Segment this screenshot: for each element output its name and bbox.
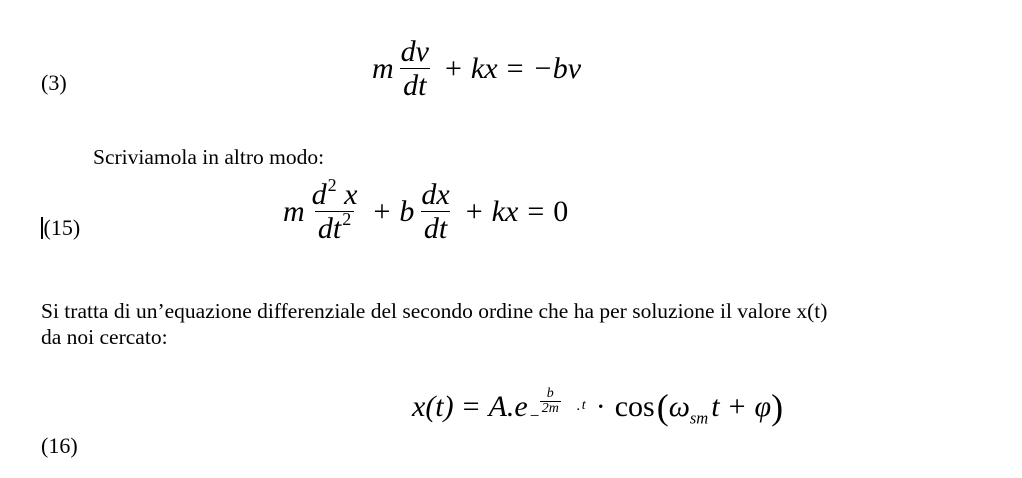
- eq15-frac1-num-exp: 2: [327, 175, 337, 196]
- equation-number-3: (3): [41, 70, 67, 95]
- eq15-frac1-num: [309, 175, 361, 211]
- paragraph-line-2: da noi cercato:: [41, 325, 168, 349]
- eq15-fraction-2: [418, 179, 452, 245]
- text-cursor: [41, 217, 43, 239]
- eq16-omega-symbol: ω: [668, 390, 690, 423]
- eq16-plus: +: [728, 390, 746, 423]
- eq3-equals: =: [506, 51, 524, 85]
- eq15-frac1-den-dt: dt: [317, 211, 342, 245]
- eq3-frac-num: dv: [400, 35, 429, 68]
- eq16-phi: φ: [754, 390, 772, 423]
- eq15-frac1-num-var: x: [344, 178, 358, 211]
- eq15-frac2-den: dt: [421, 211, 450, 245]
- eq16-exp-fraction: [540, 387, 561, 416]
- eq15-frac1-den: [315, 208, 354, 245]
- eq16-exp-den: 2m: [541, 401, 559, 416]
- eq16-equals: =: [462, 390, 480, 423]
- eq15-fraction-1: [309, 175, 361, 245]
- equation-number-16: (16): [41, 433, 78, 458]
- eq16-amp: A.e: [488, 390, 528, 423]
- eq3-coef: m: [372, 51, 394, 85]
- eq15-frac1-den-exp: 2: [342, 208, 352, 229]
- eq16-exp-num: b: [546, 386, 554, 401]
- eq16-cdot: ·: [595, 390, 606, 423]
- eq3-term: kx: [470, 51, 498, 85]
- eq16-omega-sub: sm: [689, 408, 709, 428]
- eq15-plus-2: +: [465, 194, 483, 228]
- equation-3: [372, 36, 581, 102]
- eq16-exp-dot: ·: [575, 402, 581, 418]
- eq3-frac-den: dt: [400, 68, 429, 102]
- eq15-frac1-num-d: d: [311, 178, 327, 211]
- eq16-close-paren: ): [771, 387, 784, 427]
- eq15-rhs: 0: [553, 194, 569, 228]
- eq16-lhs: x(t): [412, 390, 454, 423]
- equation-number-15-label: (15): [43, 215, 81, 240]
- eq3-plus: +: [445, 51, 462, 85]
- eq3-fraction: [398, 36, 432, 102]
- eq16-omega: [668, 390, 709, 428]
- paragraph-line-1: Si tratta di un’equazione differenziale del secondo ordine che ha per soluzione il valore x(t): [41, 299, 828, 323]
- eq16-exponent: [530, 387, 592, 427]
- eq16-t: t: [711, 390, 720, 423]
- eq3-rhs: −bv: [532, 51, 582, 85]
- eq15-coef2: b: [399, 194, 415, 228]
- eq15-term: kx: [491, 194, 519, 228]
- eq15-plus-1: +: [373, 194, 391, 228]
- eq15-equals: =: [527, 194, 545, 228]
- eq16-cos: cos: [614, 390, 655, 423]
- equation-number-15: [41, 215, 80, 241]
- eq16-exp-t: t: [581, 398, 586, 413]
- eq16-open-paren: (: [656, 387, 669, 427]
- intro-text: Scriviamola in altro modo:: [93, 145, 325, 169]
- eq15-frac2-num: dx: [421, 178, 450, 211]
- eq16-exp-minus: −: [529, 406, 540, 425]
- equation-16: [412, 387, 783, 427]
- eq15-coef: m: [283, 194, 305, 228]
- equation-15: [283, 175, 569, 245]
